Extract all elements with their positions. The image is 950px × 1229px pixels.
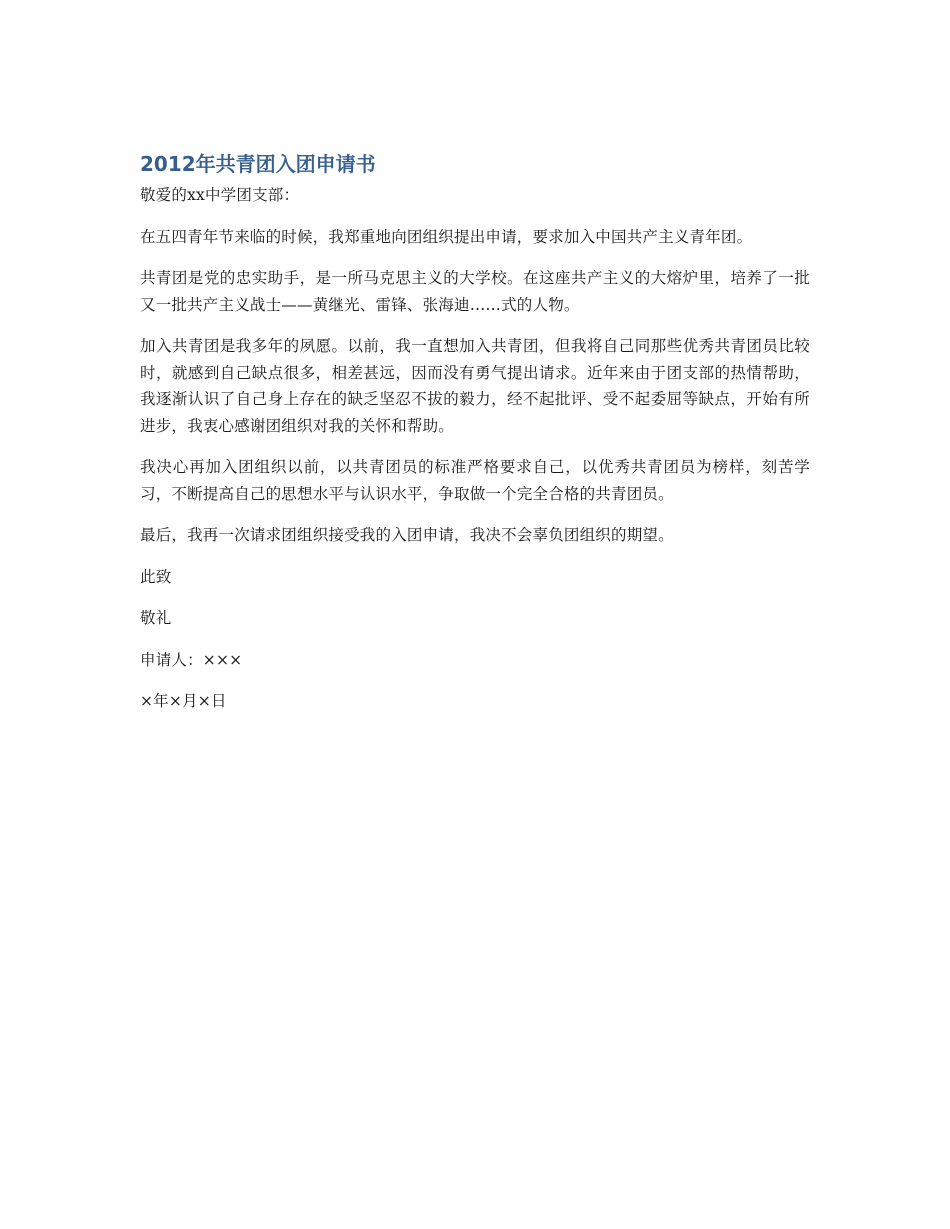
paragraph-1: 在五四青年节来临的时候，我郑重地向团组织提出申请，要求加入中国共产主义青年团。	[140, 227, 753, 246]
paragraph-2: 共青团是党的忠实助手，是一所马克思主义的大学校。在这座共产主义的大熔炉里，培养了一批又一批共产主义战士——黄继光、雷锋、张海迪……式的人物。	[140, 269, 810, 314]
paragraph-3: 加入共青团是我多年的夙愿。以前，我一直想加入共青团，但我将自己同那些优秀共青团员比较时，就感到自己缺点很多，相差甚远，因而没有勇气提出请求。近年来由于团支部的热情帮助，我逐渐认识了自己身上存在的缺乏坚忍不拔的毅力，经不起批评、受不起委屈等缺点，开始有所进步，我衷心感谢团组织对我的关怀和帮助。	[140, 337, 810, 435]
salutation: 敬爱的xx中学团支部：	[140, 186, 300, 204]
closing-greeting: 此致	[140, 567, 172, 586]
date: ×年×月×日	[140, 692, 227, 710]
closing-salute: 敬礼	[140, 609, 172, 627]
document-body	[140, 148, 810, 730]
signature: 申请人：×××	[140, 650, 243, 669]
document-title: 2012年共青团入团申请书	[140, 152, 376, 176]
paragraph-4: 我决心再加入团组织以前，以共青团员的标准严格要求自己，以优秀共青团员为榜样，刻苦学习，不断提高自己的思想水平与认识水平，争取做一个完全合格的共青团员。	[140, 458, 810, 503]
paragraph-5: 最后，我再一次请求团组织接受我的入团申请，我决不会辜负团组织的期望。	[140, 526, 674, 544]
